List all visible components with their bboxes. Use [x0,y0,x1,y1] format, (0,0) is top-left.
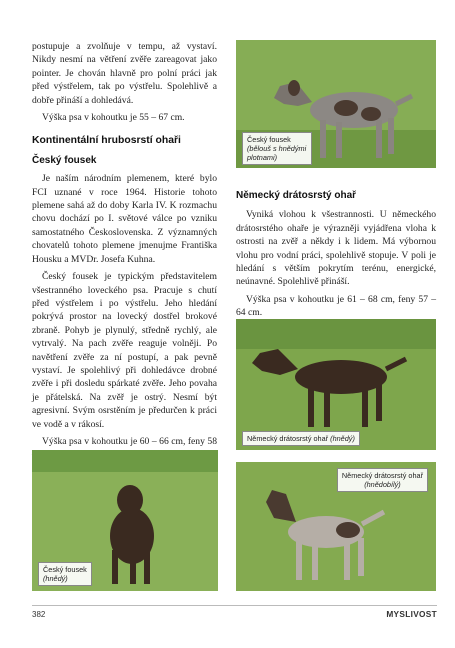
photo-caption-mid-right: Německý drátosrstý ohař (hnědý) [242,431,360,446]
section-title: Kontinentální hrubosrstí ohaři [32,135,181,147]
running-footer-title: MYSLIVOST [386,609,437,619]
right-text-column [236,189,436,324]
intro-paragraph: postupuje a zvolňuje v tempu, až vystaví. Nikdy nesmí na větření zvěře zareagovat jako pointer. Je chován hlavně pro polní práci jak před výstřelem, tak po výstřelu. Spolehlivě a dobře přináší a dohledává. [32,41,217,106]
photo-cesky-fousek-roan [236,40,436,168]
right-body-paragraph-1: Vyniká vlohou k všestrannosti. U německého drátosrstého ohaře je výrazněji vyjádřena vloha k ostrosti na zvěř a někdy i k lidem. Má výbornou vlohu pro vodní práci, spolehlivě stopuje. V poli je hledání s větším pokrytím terénu, energické, neúnavné. Spolehlivě přináší. [236,209,436,288]
footer-rule [32,605,437,606]
body-paragraph-2: Český fousek je typickým představitelem všestranného loveckého psa. Pracuje s chutí před výstřelem i po výstřelu. Jeho hledání pokrývá prostor na lovecký dostřel brokové zbraně. Pohyb je plynulý, středně rychlý, ale vytrvalý. Na pach zvěře reaguje volněji. Po navětření zvěře za ní postupí, a pak pevně vystaví. Je spolehlivý při dohledávce drobné zvěře i při dosledu spárkaté zvěře. Jeho povaha je přátelská. Na zvěř je ostrý. Nesmí být agresivní. Svým osrstěním je předurčen k práci ve vodě a v rákosí. [32,271,217,430]
right-body-paragraph-2: Výška psa v kohoutku je 61 – 68 cm, feny 57 – 64 cm. [236,293,436,319]
subsection-title-cesky-fousek: Český fousek [32,154,97,166]
left-text-column [32,40,217,466]
body-paragraph-3: Výška psa v kohoutku je 60 – 66 cm, feny 58 [42,435,217,447]
subsection-title-nemecky-ohar: Německý drátosrstý ohař [236,190,357,201]
photo-nemecky-ohar-brown [236,319,436,450]
page-number: 382 [32,610,46,619]
body-paragraph-1: Je naším národním plemenem, které bylo FCI uznané v roce 1964. Historie tohoto plemene sahá až do doby Karla IV. K rozmachu chovu dochází po I. světové válce po vzniku samostatného Československa. Z významných chovatelů tohoto plemene jmenujme Františka Housku a MVDr. Josefa Kuhna. [32,173,217,265]
photo-caption-bottom-left: Český fousek (hnědý) [38,562,92,586]
photo-nemecky-ohar-brown-white [236,462,436,591]
intro-height-paragraph: Výška psa v kohoutku je 55 – 67 cm. [42,112,185,124]
photo-cesky-fousek-brown [32,450,218,591]
photo-caption-bottom-right: Německý drátosrstý ohař (hnědobílý) [337,468,428,492]
photo-caption-top-right: Český fousek (bělouš s hnědými plotnami) [242,132,312,165]
